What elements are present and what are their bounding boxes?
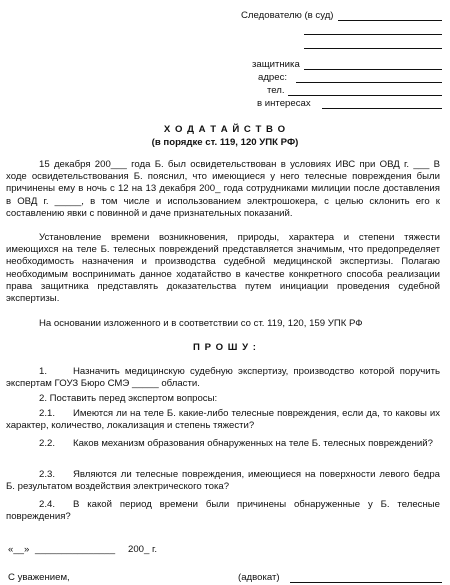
defender-label: защитника (252, 59, 300, 70)
defender-line (304, 69, 442, 70)
paragraph-2: Установление времени возникновения, природы, характера и степени тяжести имеющихся на теле Б. телесных повреждений представляется значимым, что предопределяет необходимость назначения и производства судебной медицинской экспертизы. Полагаю необходимым воспринимать данное ходатайство в качестве конкретного способа реализации права защитника представлять доказательства путем инициации проведения судебной экспертизы. (6, 232, 440, 305)
question-3-text: Являются ли телесные повреждения, имеющиеся на поверхности левого бедра Б. результатом воздействия электрического тока? (6, 469, 440, 493)
item-2-text: 2. Поставить перед экспертом вопросы: (39, 393, 218, 404)
item-1-number: 1. (39, 366, 48, 377)
recipient-line-2 (304, 34, 442, 35)
address-label: адрес: (258, 72, 288, 83)
question-4-number: 2.4. (39, 499, 56, 510)
question-2-text: Каков механизм образования обнаруженных на теле Б. телесных повреждений? (73, 438, 433, 449)
in-interests-line (322, 108, 442, 109)
in-interests-label: в интересах (257, 98, 311, 109)
question-3-number: 2.3. (39, 469, 56, 480)
phone-line (288, 95, 442, 96)
date-year: 200_ г. (128, 544, 158, 555)
recipient-line-3 (304, 48, 442, 49)
advocate-label: (адвокат) (238, 572, 280, 583)
question-4-text: В какой период времени были причинены обнаруженные у Б. телесные повреждения? (6, 499, 440, 523)
question-1-text: Имеются ли на теле Б. какие-либо телесные повреждения, если да, то каковы их характер, количество, локализация и степень тяжести? (6, 408, 440, 432)
request-title: П Р О Ш У : (193, 342, 257, 353)
recipient-line (338, 20, 442, 21)
signature-line (290, 582, 442, 583)
phone-label: тел. (267, 85, 285, 96)
paragraph-1: 15 декабря 200___ года Б. был освидетельствован в условиях ИВС при ОВД г. ___ В ходе освидетельствования Б. пояснил, что имеющиеся у него телесные повреждения были причинены ему в ночь с 12 на 13 декабря 200_ года сотрудниками милиции после доставления в ОВД г. _____, в том числе и использованием электрошокера, с целью склонить его к составлению явки с повинной и даче признательных показаний. (6, 159, 440, 219)
address-line (296, 82, 442, 83)
document-subtitle: (в порядке ст. 119, 120 УПК РФ) (151, 137, 299, 148)
regards-text: С уважением, (8, 572, 70, 583)
question-1-number: 2.1. (39, 408, 56, 419)
paragraph-3: На основании изложенного и в соответствии со ст. 119, 120, 159 УПК РФ (39, 318, 363, 329)
recipient-label: Следователю (в суд) (241, 10, 334, 21)
item-1-text: Назначить медицинскую судебную экспертизу, производство которой поручить экспертам ГОУЗ Бюро СМЭ _____ области. (6, 366, 440, 390)
date-day: «__» (8, 544, 30, 555)
question-2-number: 2.2. (39, 438, 56, 449)
document-title: Х О Д А Т А Й С Т В О (163, 124, 287, 135)
date-month-line: _______________ (35, 544, 116, 555)
